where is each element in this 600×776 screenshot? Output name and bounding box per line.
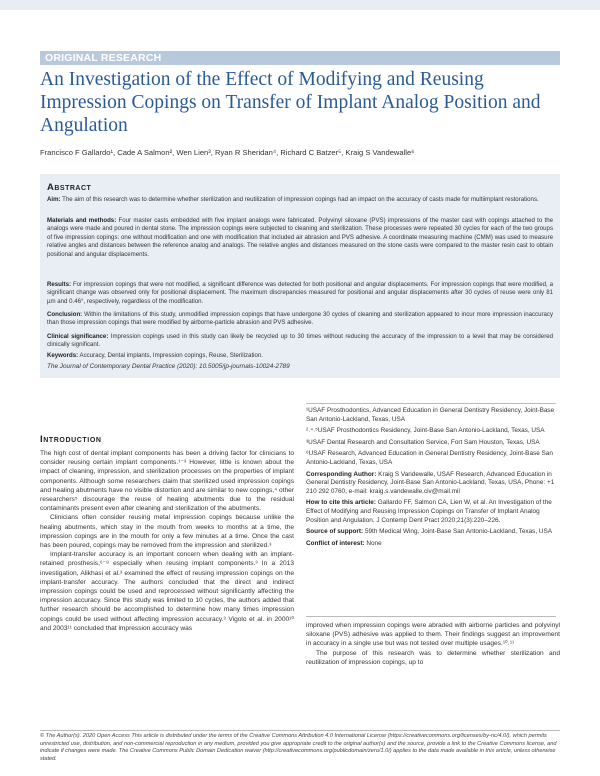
abstract-results <box>47 281 553 306</box>
conflict-label: Conflict of interest: <box>306 539 365 547</box>
section-label: ORIGINAL RESEARCH <box>40 51 560 65</box>
keywords-label: Keywords: <box>47 352 79 359</box>
support-text: 59th Medical Wing, Joint-Base San Antonio-Lackland, Texas, USA <box>363 528 553 536</box>
intro-paragraph: The high cost of dental implant components has been a driving factor for clinicians to consider reusing certain implant components.¹⁻³ However, little is known about the impact of cleaning, impression, and sterilization processes on the properties of implant components. Although some researchers claim that sterilized used impression copings and healing abutments have no visible distortion and are similar to new copings,⁴ other researchers⁵ discourage the reuse of healing abutments due to the residual contaminants present even after cleaning and sterilization of the abutments. <box>40 450 294 513</box>
corr-label: Corresponding Author: <box>306 470 377 478</box>
methods-text: Four master casts embedded with five implant analogs were fabricated. Polyvinyl siloxane (PVS) impressions of the master cast with copings attached to the analogs were made and poured in dental stone. The impression copings were subjected to cleaning and sterilization. These processes were repeated 30 cycles for each of the two groups of five impression copings: one without modification and one with modification that included air abrasion and PVS adhesive. A coordinate measuring machine (CMM) was used to measure relative angles and distances between the reference analog and analogs. The relative angles and distances measured on the stone casts were compared to the master resin cast to obtain positional and angular displacements. <box>47 217 553 258</box>
right-column <box>306 621 560 667</box>
conflict-text: None <box>364 539 382 547</box>
abstract-conclusion <box>47 311 553 328</box>
header-bar <box>0 0 600 10</box>
introduction-heading: Introduction <box>40 434 102 445</box>
keywords-text: Accuracy, Dental implants, Impression copings, Reuse, Sterilization. <box>78 352 263 359</box>
methods-label: Materials and methods: <box>47 217 117 224</box>
corr-text: Kraig S Vandewalle, USAF Research, Advanced Education in General Dentistry Residency, Joint-Base San Antonio-Lackland, Texas, USA, Phone: +1 210 292 0760, e-mail: kraig.s.vandewalle.civ@mail.mil <box>306 470 555 495</box>
cite-label: How to cite this article: <box>306 499 376 507</box>
license-footer: © The Author(s). 2020 Open Access This article is distributed under the terms of the Creative Commons Attribution 4.0 International License (https://creativecommons.org/licenses/by-nc/4.0/), which permits unrestricted use, distribution, and non-commercial reproduction in any medium, provided you give appropriate credit to the original author(s) and the source, provide a link to the Creative Commons license, and indicate if changes were made. The Creative Commons Public Domain Dedication waiver (http://creativecommons.org/publicdomain/zero/1.0/) applies to the data made available in this article, unless otherwise stated. <box>40 733 557 762</box>
affiliation: ²˒⁴˒⁵USAF Prosthodontics Residency, Joint-Base San Antonio-Lackland, Texas, USA <box>306 427 545 435</box>
corresponding-author <box>306 471 556 497</box>
intro-paragraph: Implant-transfer accuracy is an important concern when dealing with an implant-retained prosthesis,⁶⁻⁸ especially when reusing implant components.³ In a 2013 investigation, Alikhasi et al.³ examined the effect of reusing impression copings on the implant-transfer accuracy. The authors concluded that the direct and indirect impression copings could be used and reprocessed without significantly affecting the impression accuracy. Since this study was limited to 10 cycles, the authors added that further research should be accomplished to determine how many times impression copings could be used without affecting impression accuracy.³ Vigolo et al. in 2000¹⁰ and 2003¹¹ concluded that impression accuracy was <box>40 551 294 632</box>
left-column <box>40 449 294 633</box>
abstract-clinical <box>47 333 553 350</box>
article-title: An Investigation of the Effect of Modifying and Reusing Impression Copings on Transfer of Implant Analog Position and Angulation <box>40 69 541 136</box>
clinical-label: Clinical significance: <box>47 333 109 340</box>
intro-paragraph: improved when impression copings were abraded with airborne particles and polyvinyl siloxane (PVS) adhesive was applied to them. Their findings suggest an improvement in accuracy in a single use but was not tested over multiple usages.¹⁰˒¹¹ <box>306 622 560 648</box>
affiliation: ⁶USAF Research, Advanced Education in General Dentistry Residency, Joint-Base San Antonio-Lackland, Texas, USA <box>306 450 553 466</box>
source-of-support <box>306 528 556 537</box>
abstract-aim <box>47 196 553 204</box>
abstract-keywords <box>47 352 553 360</box>
intro-paragraph: The purpose of this research was to determine whether sterilization and reutilization of impression copings, up to <box>306 649 560 666</box>
support-label: Source of support: <box>306 528 364 536</box>
conflict-of-interest <box>306 540 556 549</box>
aim-text: The aim of this research was to determine whether sterilization and reutilization of impression copings had an impact on the accuracy of casts made for multiimplant restorations. <box>60 196 539 203</box>
affiliation: ¹USAF Prosthodontics, Advanced Education in General Dentistry Residency, Joint-Base San Antonio-Lackland, Texas, USA <box>306 407 555 423</box>
conclusion-text: Within the limitations of this study, unmodified impression copings that have undergone 30 cycles of cleaning and sterilization appeared to incur more impression inaccuracy than those impression copings that were modified by airborne-particle abrasion and PVS adhesive. <box>47 311 553 327</box>
footer-divider <box>40 730 560 731</box>
author-list: Francisco F Gallardo¹, Cade A Salmon², Wen Lien³, Ryan R Sheridan⁴, Richard C Batzer⁵, Kraig S Vandewalle⁶ <box>40 148 415 157</box>
journal-citation: The Journal of Contemporary Dental Practice (2020): 10.5005/jp-journals-10024-2789 <box>47 363 290 370</box>
affiliation-divider <box>306 616 556 617</box>
clinical-text: Impression copings used in this study can likely be recycled up to 30 times without reducing the accuracy of the impression to a level that may be considered clinically significant. <box>47 333 553 349</box>
affiliations <box>306 407 556 551</box>
affiliation-divider <box>306 403 556 404</box>
aim-label: Aim: <box>47 196 61 203</box>
cite-text: Gallardo FF, Salmon CA, Lien W, et al. An Investigation of the Effect of Modifying and Reusing Impression Copings on Transfer of Implant Analog Position and Angulation. J Contemp Dent Pract 2020;21(3):220–226. <box>306 499 552 524</box>
results-label: Results: <box>47 281 72 288</box>
abstract-heading: Abstract <box>47 182 92 193</box>
intro-paragraph: Clinicians often consider reusing metal impression copings because unlike the healing abutments, which stay in the mouth from weeks to months at a time, the impression copings are in the mouth for only a few minutes at a time. Once the cast has been poured, copings may be removed from the impression and sterilized.³ <box>40 514 294 550</box>
affiliation: ³USAF Dental Research and Consultation Service, Fort Sam Houston, Texas, USA <box>306 438 540 446</box>
abstract-methods <box>47 217 553 259</box>
conclusion-label: Conclusion: <box>47 311 83 318</box>
results-text: For impression copings that were not modified, a significant difference was detected for both positional and angular displacements. For impression copings that were modified, a significant change was observed only for positional displacement. The maximum discrepancies measured for positional and angular displacements after 30 cycles of reuse were only 81 µm and 0.46°, respectively, regardless of the modification. <box>47 281 553 305</box>
how-to-cite <box>306 499 556 525</box>
